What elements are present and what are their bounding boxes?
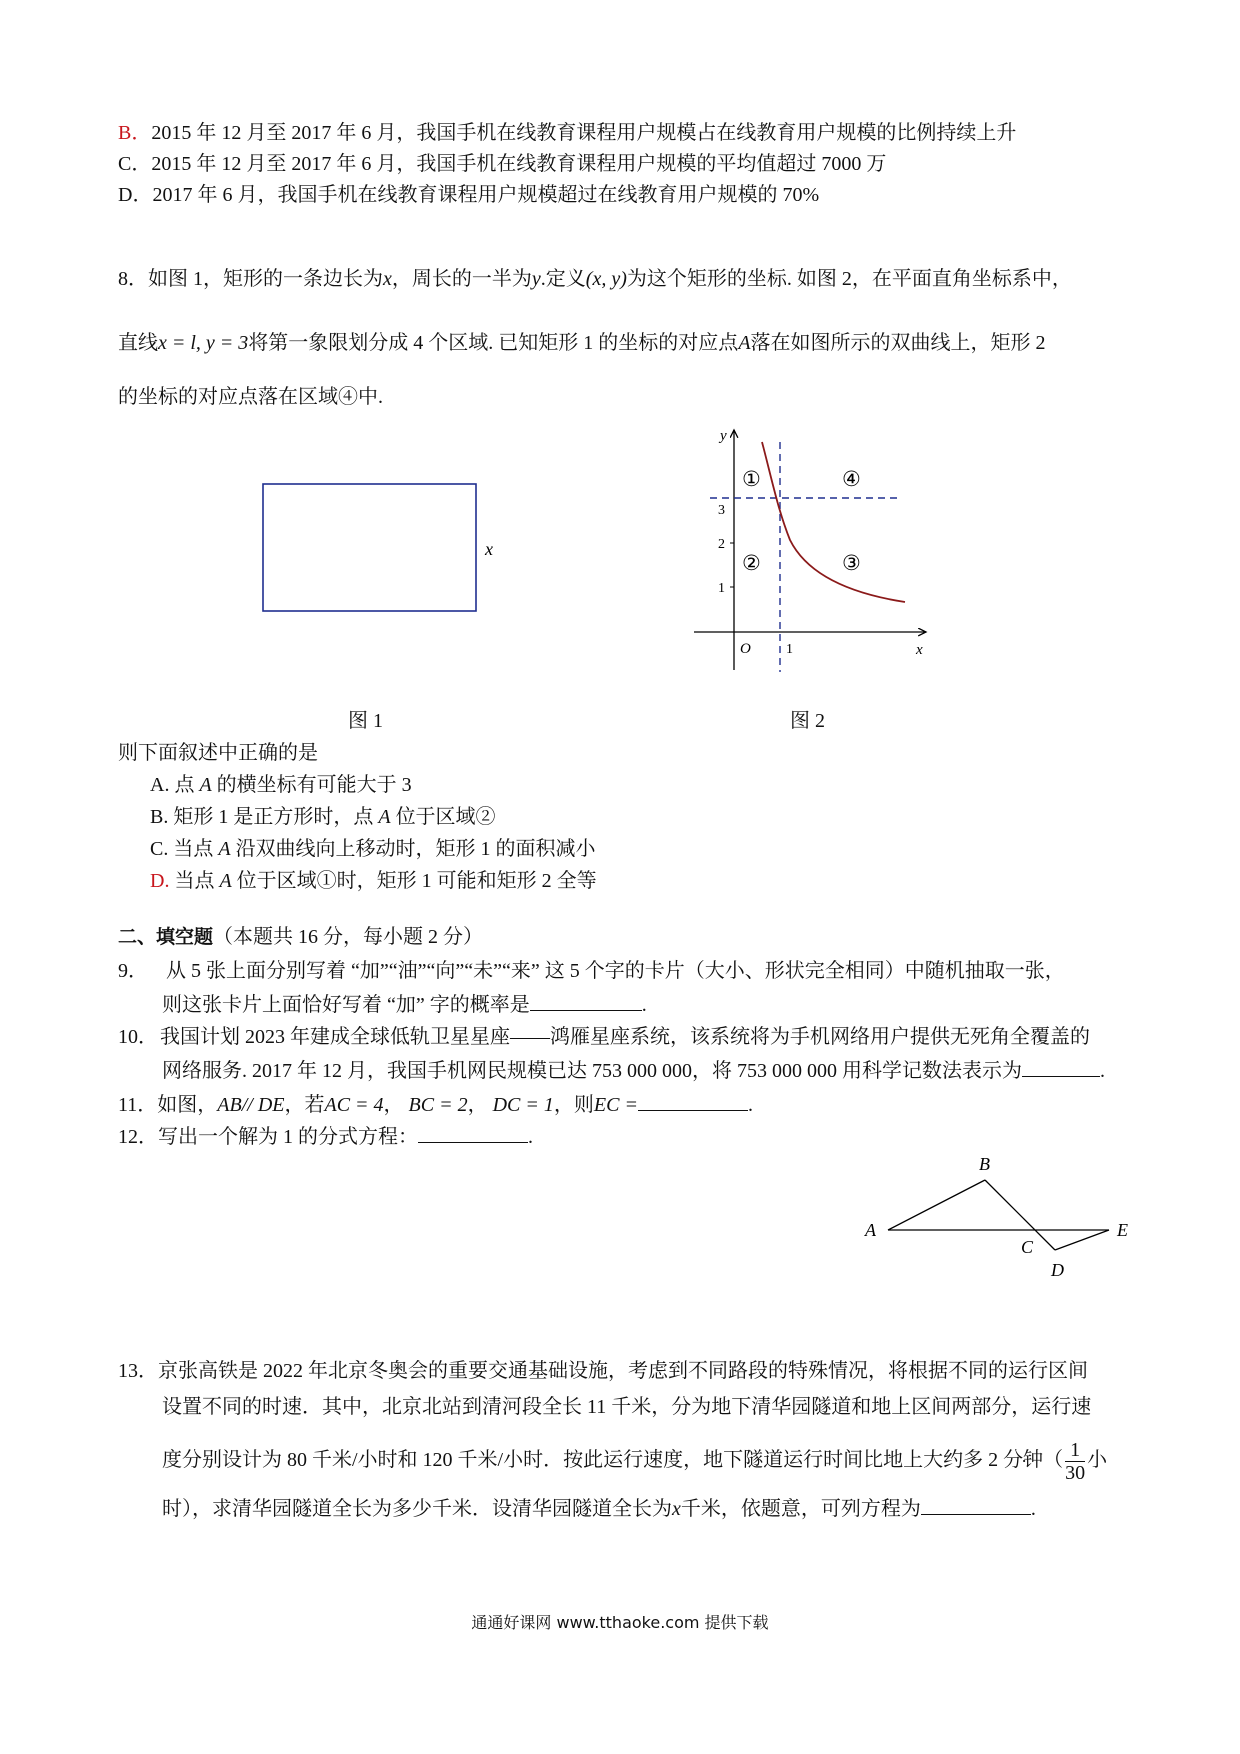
page-footer: 通通好课网 www.tthaoke.com 提供下载: [471, 1613, 769, 1632]
parallel-relation: AB// DE: [217, 1094, 285, 1116]
triangle-figure: [855, 1150, 1155, 1290]
label-c: C: [1021, 1237, 1034, 1257]
label-e: E: [1117, 1220, 1128, 1240]
q13-text: 度分别设计为 80 千米/小时和 120 千米/小时．按此运行速度，地下隧道运行时间比地上大约多 2: [162, 1449, 1004, 1471]
fraction-numerator: 1: [1065, 1439, 1085, 1462]
q8-text: ，周长的一半为: [391, 268, 532, 290]
emphasis-minutes: 分钟 ·: [1003, 1449, 1043, 1471]
q8-option-c: [150, 836, 596, 862]
q12-text: 写出一个解为 1 的分式方程：: [158, 1126, 418, 1148]
q8-stem-line1: [118, 266, 1072, 292]
q11-line: 11．如图，AB// DE，若AC = 4， BC = 2， DC = 1，则EC = .: [118, 1090, 753, 1118]
q11-text: 如图，: [157, 1094, 218, 1116]
option-letter: D．: [118, 184, 153, 206]
option-letter: C.: [150, 838, 169, 860]
option-text: 位于区域②: [395, 806, 496, 828]
q8-lead: 则下面叙述中正确的是: [118, 742, 318, 764]
figure-2-coordinate-plane: [680, 420, 940, 680]
region-2-label: ②: [742, 551, 761, 575]
option-text: 2017 年 6 月，我国手机在线教育课程用户规模超过在线教育用户规模的 70%: [152, 184, 820, 206]
label-d: D: [1051, 1260, 1064, 1280]
origin-label: O: [740, 641, 751, 657]
q13-text: 小: [1087, 1449, 1108, 1471]
q7-option-d: [118, 182, 819, 208]
figure-2-caption: 图 2: [790, 710, 825, 732]
q8-option-d: [150, 868, 597, 894]
line-equations: x = l, y = 3: [158, 332, 249, 354]
question-number: 13．: [118, 1360, 158, 1382]
option-text: 2015 年 12 月至 2017 年 6 月，我国手机在线教育课程用户规模的平均值超过 7000 万: [151, 153, 887, 175]
q8-text: 将第一象限划分成 4 个区域. 已知矩形 1 的坐标的对应点: [248, 332, 739, 354]
coord-xy: (x, y): [585, 268, 627, 290]
q13-text: （: [1043, 1449, 1064, 1471]
condition-dc: DC = 1: [492, 1094, 554, 1116]
y-tick-label-2: 2: [718, 537, 725, 552]
fraction-denominator: 30: [1065, 1461, 1086, 1484]
fraction-1-30: [1065, 1439, 1085, 1484]
point-a: A: [219, 870, 232, 892]
option-text: 的横坐标有可能大于 3: [216, 774, 412, 796]
option-text: 矩形 1 是正方形时，点: [173, 806, 374, 828]
ask-ec: EC =: [593, 1094, 638, 1116]
question-number: 9．: [118, 960, 148, 982]
q8-text: .定义: [540, 268, 586, 290]
section-note: （本题共 16 分，每小题 2 分）: [213, 926, 484, 948]
option-letter: A.: [150, 774, 170, 796]
answer-blank[interactable]: [530, 990, 642, 1011]
var-y: y: [531, 268, 541, 290]
segment-bd: [985, 1180, 1055, 1250]
point-a: A: [199, 774, 212, 796]
answer-blank[interactable]: [418, 1122, 528, 1143]
answer-blank[interactable]: [921, 1494, 1031, 1515]
q13-text: 千米，依题意，可列方程为: [680, 1498, 921, 1520]
q13-line3: [162, 1436, 1107, 1484]
q11-text: ，则: [553, 1094, 594, 1116]
x-tick-label-1: 1: [786, 642, 793, 657]
option-text: 当点: [173, 838, 214, 860]
option-text: 点: [174, 774, 195, 796]
segment-ab: [888, 1180, 985, 1230]
q13-text: 京张高铁是 2022 年北京冬奥会的重要交通基础设施，考虑到不同路段的特殊情况，将根据不同的运行区间: [158, 1360, 1088, 1382]
region-1-label: ①: [742, 467, 761, 491]
point-a: A: [218, 838, 231, 860]
q13-text: 时），求清华园隧道全长为多少千米．设清华园隧道全长为: [162, 1498, 672, 1520]
option-text: 位于区域①时，矩形 1 可能和矩形 2 全等: [236, 870, 597, 892]
point-a: A: [378, 806, 391, 828]
q13-line1: [118, 1358, 1088, 1384]
question-number: 11．: [118, 1094, 158, 1116]
option-letter: B.: [150, 806, 169, 828]
option-letter: C．: [118, 153, 152, 175]
q8-text: 直线: [118, 332, 158, 354]
q13-line2: 设置不同的时速．其中，北京北站到清河段全长 11 千米，分为地下清华园隧道和地上区间两部分，运行速: [162, 1396, 1092, 1418]
section-2-heading: [118, 924, 483, 950]
region-4-label: ④: [842, 467, 861, 491]
q9-line1: [118, 958, 1065, 984]
q10-text: 网络服务. 2017 年 12 月，我国手机网民规模已达 753 000 000，将 753 000 000 用科学记数法表示为: [162, 1060, 1022, 1082]
option-letter: B．: [118, 122, 152, 144]
rectangle-shape: [263, 484, 476, 611]
q10-line2: 网络服务. 2017 年 12 月，我国手机网民规模已达 753 000 000，将 753 000 000 用科学记数法表示为 .: [162, 1056, 1105, 1084]
q7-option-c: [118, 151, 886, 177]
q9-text: 则这张卡片上面恰好写着 “加” 字的概率是: [162, 994, 530, 1016]
q9-line2: 则这张卡片上面恰好写着 “加” 字的概率是 .: [162, 990, 647, 1018]
q8-stem-line3: 的坐标的对应点落在区域④中.: [118, 386, 383, 408]
region-3-label: ③: [842, 551, 861, 575]
y-tick-label-3: 3: [718, 503, 725, 518]
section-title: 二、填空题: [118, 926, 214, 948]
hyperbola-curve: [762, 442, 905, 602]
q8-text: 8．如图 1，矩形的一条边长为: [118, 268, 383, 290]
question-number: 12．: [118, 1126, 158, 1148]
option-text: 2015 年 12 月至 2017 年 6 月，我国手机在线教育课程用户规模占在线教育用户规模的比例持续上升: [151, 122, 1017, 144]
segment-de: [1055, 1230, 1109, 1250]
q10-text: 我国计划 2023 年建成全球低轨卫星星座——鸿雁星座系统，该系统将为手机网络用户提供无死角全覆盖的: [160, 1026, 1090, 1048]
q12-line: 12．写出一个解为 1 的分式方程： .: [118, 1122, 533, 1150]
q8-option-a: [150, 772, 412, 798]
q8-option-b: [150, 804, 496, 830]
q11-text: ，若: [284, 1094, 325, 1116]
var-x: x: [383, 268, 392, 290]
answer-blank[interactable]: [638, 1090, 748, 1111]
condition-bc: BC = 2: [408, 1094, 468, 1116]
q10-line1: [118, 1024, 1090, 1050]
axis-label-y: y: [720, 428, 727, 444]
q9-text: 从 5 张上面分别写着 “加”“油”“向”“未”“来” 这 5 个字的卡片（大小、形状完全相同）中随机抽取一张，: [166, 960, 1065, 982]
question-number: 10．: [118, 1026, 158, 1048]
q8-text: 为这个矩形的坐标. 如图 2，在平面直角坐标系中，: [626, 268, 1072, 290]
axis-label-x: x: [916, 642, 923, 658]
var-x: x: [672, 1498, 681, 1520]
option-letter: D.: [150, 870, 170, 892]
option-text: 当点: [174, 870, 215, 892]
condition-ac: AC = 4: [324, 1094, 384, 1116]
option-text: 沿双曲线向上移动时，矩形 1 的面积减小: [235, 838, 596, 860]
y-tick-label-1: 1: [718, 581, 725, 596]
q8-text: 落在如图所示的双曲线上，矩形 2: [750, 332, 1046, 354]
answer-blank[interactable]: [1022, 1056, 1100, 1077]
label-a: A: [865, 1220, 876, 1240]
q7-option-b: [118, 120, 1016, 146]
label-b: B: [979, 1154, 990, 1174]
q13-line4: 时），求清华园隧道全长为多少千米．设清华园隧道全长为x千米，依题意，可列方程为 .: [162, 1494, 1036, 1522]
side-label-x: x: [485, 539, 493, 559]
q8-stem-line2: [118, 330, 1046, 356]
figure-1-rectangle: [255, 475, 495, 625]
point-a: A: [738, 332, 751, 354]
figure-1-caption: 图 1: [348, 710, 383, 732]
